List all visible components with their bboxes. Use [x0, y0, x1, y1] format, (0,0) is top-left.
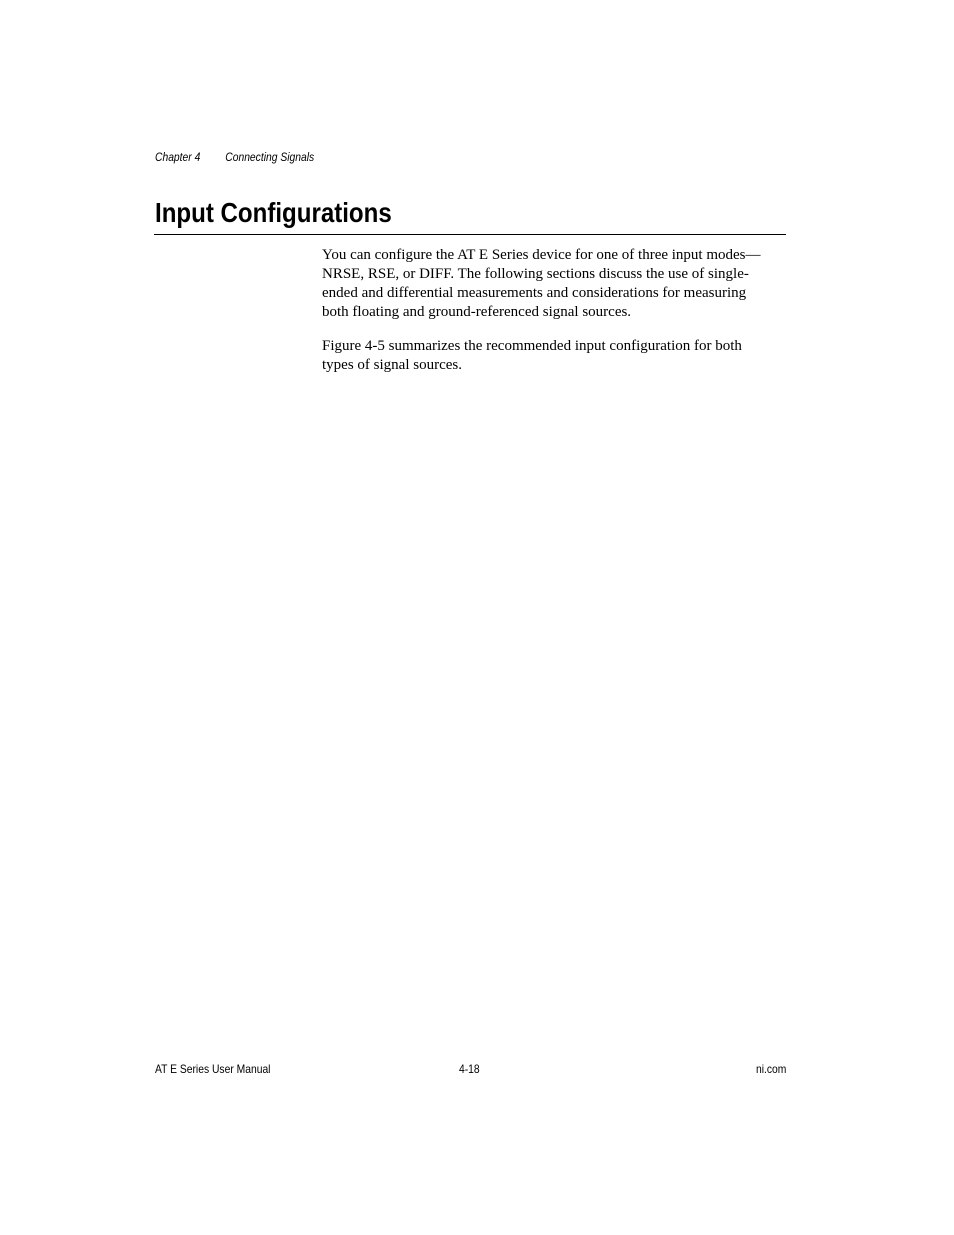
footer-manual-title: AT E Series User Manual	[155, 1062, 271, 1076]
footer-page-number: 4-18	[459, 1062, 480, 1076]
chapter-title: Connecting Signals	[225, 150, 315, 164]
running-header	[155, 150, 314, 164]
paragraph: Figure 4-5 summarizes the recommended input configuration for both types of signal sources.	[322, 338, 742, 373]
chapter-label: Chapter 4	[155, 150, 201, 164]
title-rule	[154, 234, 786, 235]
footer-website: ni.com	[755, 1062, 786, 1076]
section-body	[322, 246, 770, 390]
paragraph: You can configure the AT E Series device for one of three input modes—NRSE, RSE, or DIFF. The following sections discuss the use of single-ended and differential measurements and considerations for measuring both floating and ground-referenced signal sources.	[322, 247, 761, 320]
section-title: Input Configurations	[155, 197, 392, 228]
